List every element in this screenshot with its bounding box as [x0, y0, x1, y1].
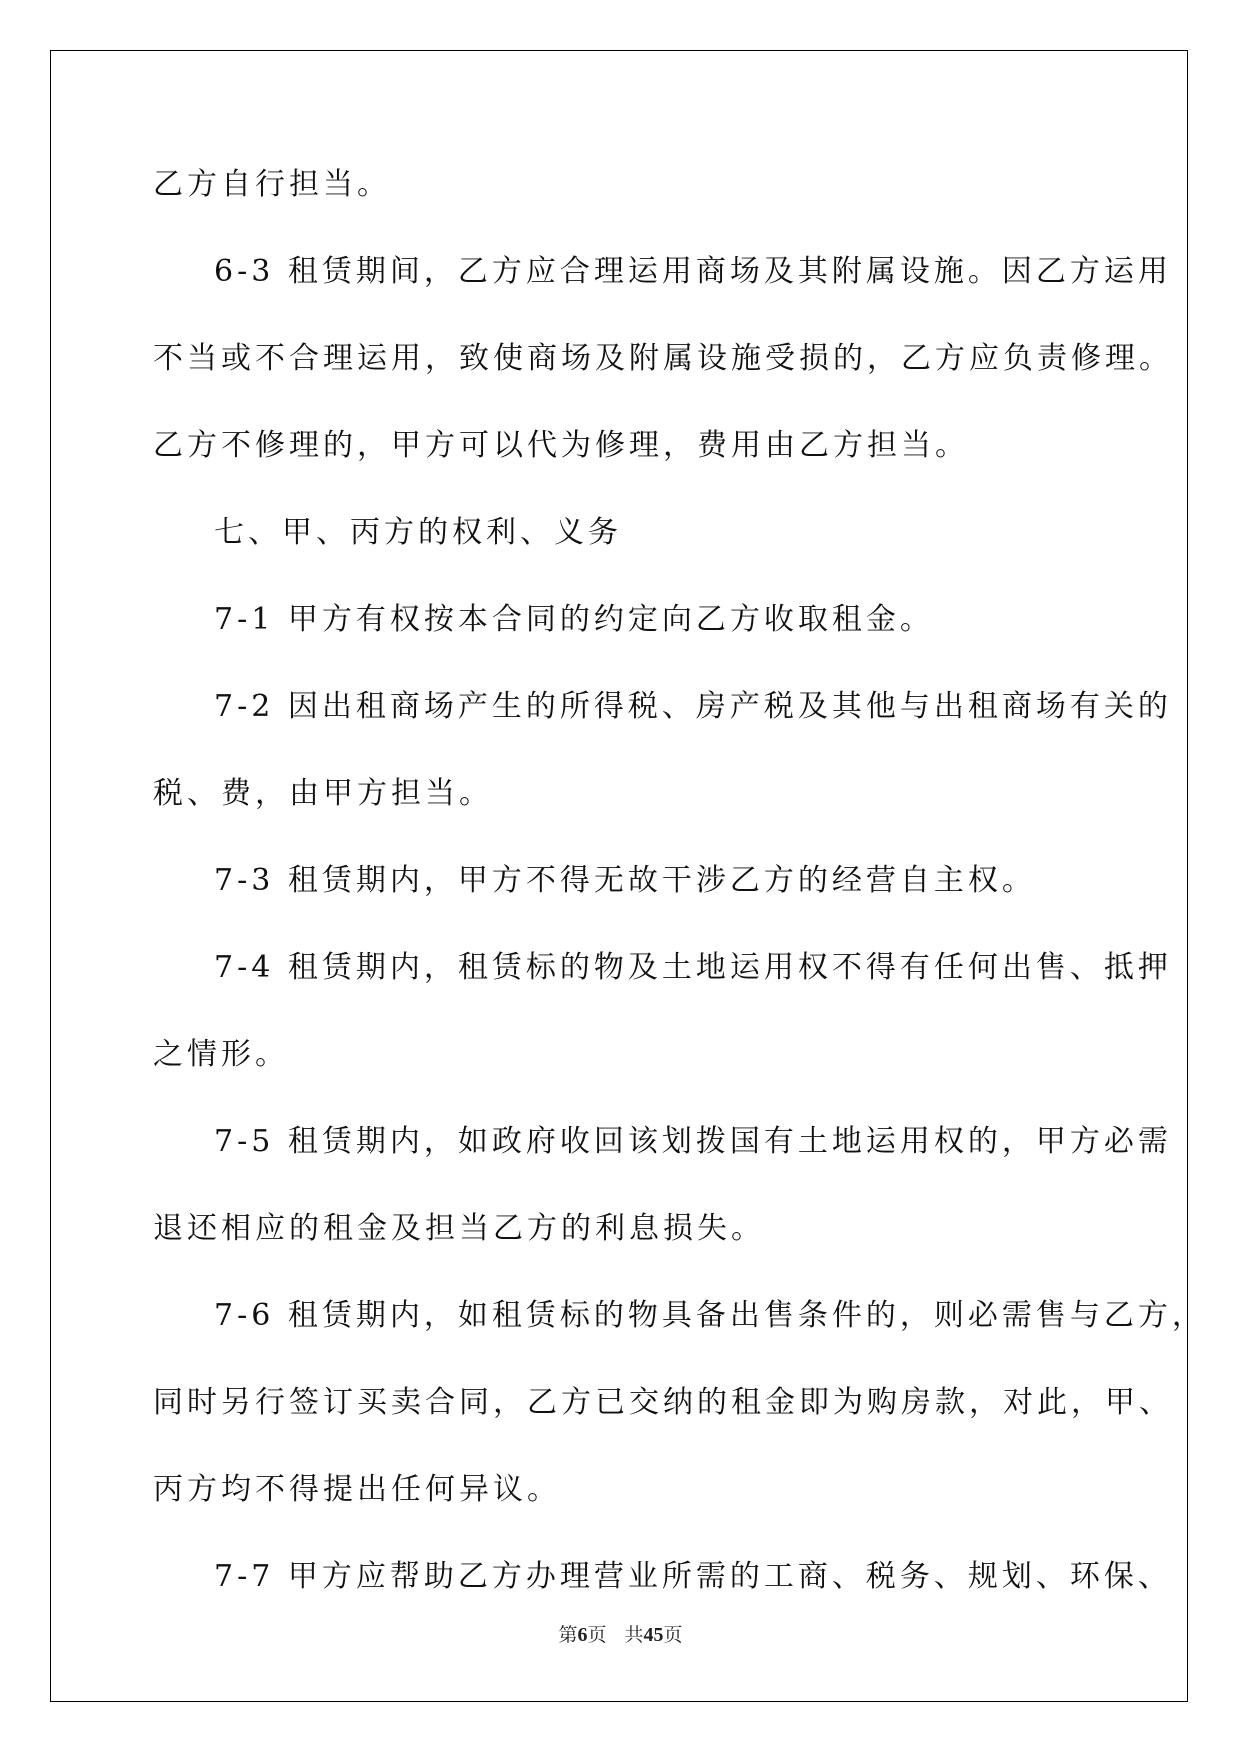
total-pages: 45 [643, 1624, 664, 1646]
text-line: 乙方不修理的，甲方可以代为修理，费用由乙方担当。 [153, 428, 969, 463]
text-line: 6-3 租赁期间，乙方应合理运用商场及其附属设施。因乙方运用 [214, 254, 1172, 289]
document-body [153, 158, 1206, 1637]
text-line: 7-6 租赁期内，如租赁标的物具备出售条件的，则必需售与乙方， [214, 1298, 1206, 1333]
text-line: 7-1 甲方有权按本合同的约定向乙方收取租金。 [214, 602, 934, 637]
text-line: 乙方自行担当。 [153, 167, 391, 202]
total-prefix: 共 [624, 1624, 644, 1646]
text-line: 7-2 因出租商场产生的所得税、房产税及其他与出租商场有关的 [214, 689, 1172, 724]
text-line: 7-3 租赁期内，甲方不得无故干涉乙方的经营自主权。 [214, 863, 1036, 898]
text-line: 不当或不合理运用，致使商场及附属设施受损的，乙方应负责修理。 [153, 341, 1173, 376]
text-line: 税、费，由甲方担当。 [153, 776, 493, 811]
text-line: 同时另行签订买卖合同，乙方已交纳的租金即为购房款，对此，甲、 [153, 1385, 1173, 1420]
text-line: 之情形。 [153, 1037, 289, 1072]
text-line: 退还相应的租金及担当乙方的利息损失。 [153, 1211, 765, 1246]
page-suffix: 页 [587, 1624, 607, 1646]
text-line: 7-4 租赁期内，租赁标的物及土地运用权不得有任何出售、抵押 [214, 950, 1172, 985]
page-prefix: 第 [558, 1624, 578, 1646]
section-heading: 七、甲、丙方的权利、义务 [214, 515, 622, 550]
text-line: 丙方均不得提出任何异议。 [153, 1472, 561, 1507]
text-line: 7-7 甲方应帮助乙方办理营业所需的工商、税务、规划、环保、 [214, 1559, 1172, 1594]
text-line: 7-5 租赁期内，如政府收回该划拨国有土地运用权的，甲方必需 [214, 1124, 1172, 1159]
total-suffix: 页 [663, 1624, 683, 1646]
page-footer [0, 1622, 1241, 1648]
page-number: 6 [577, 1624, 588, 1646]
